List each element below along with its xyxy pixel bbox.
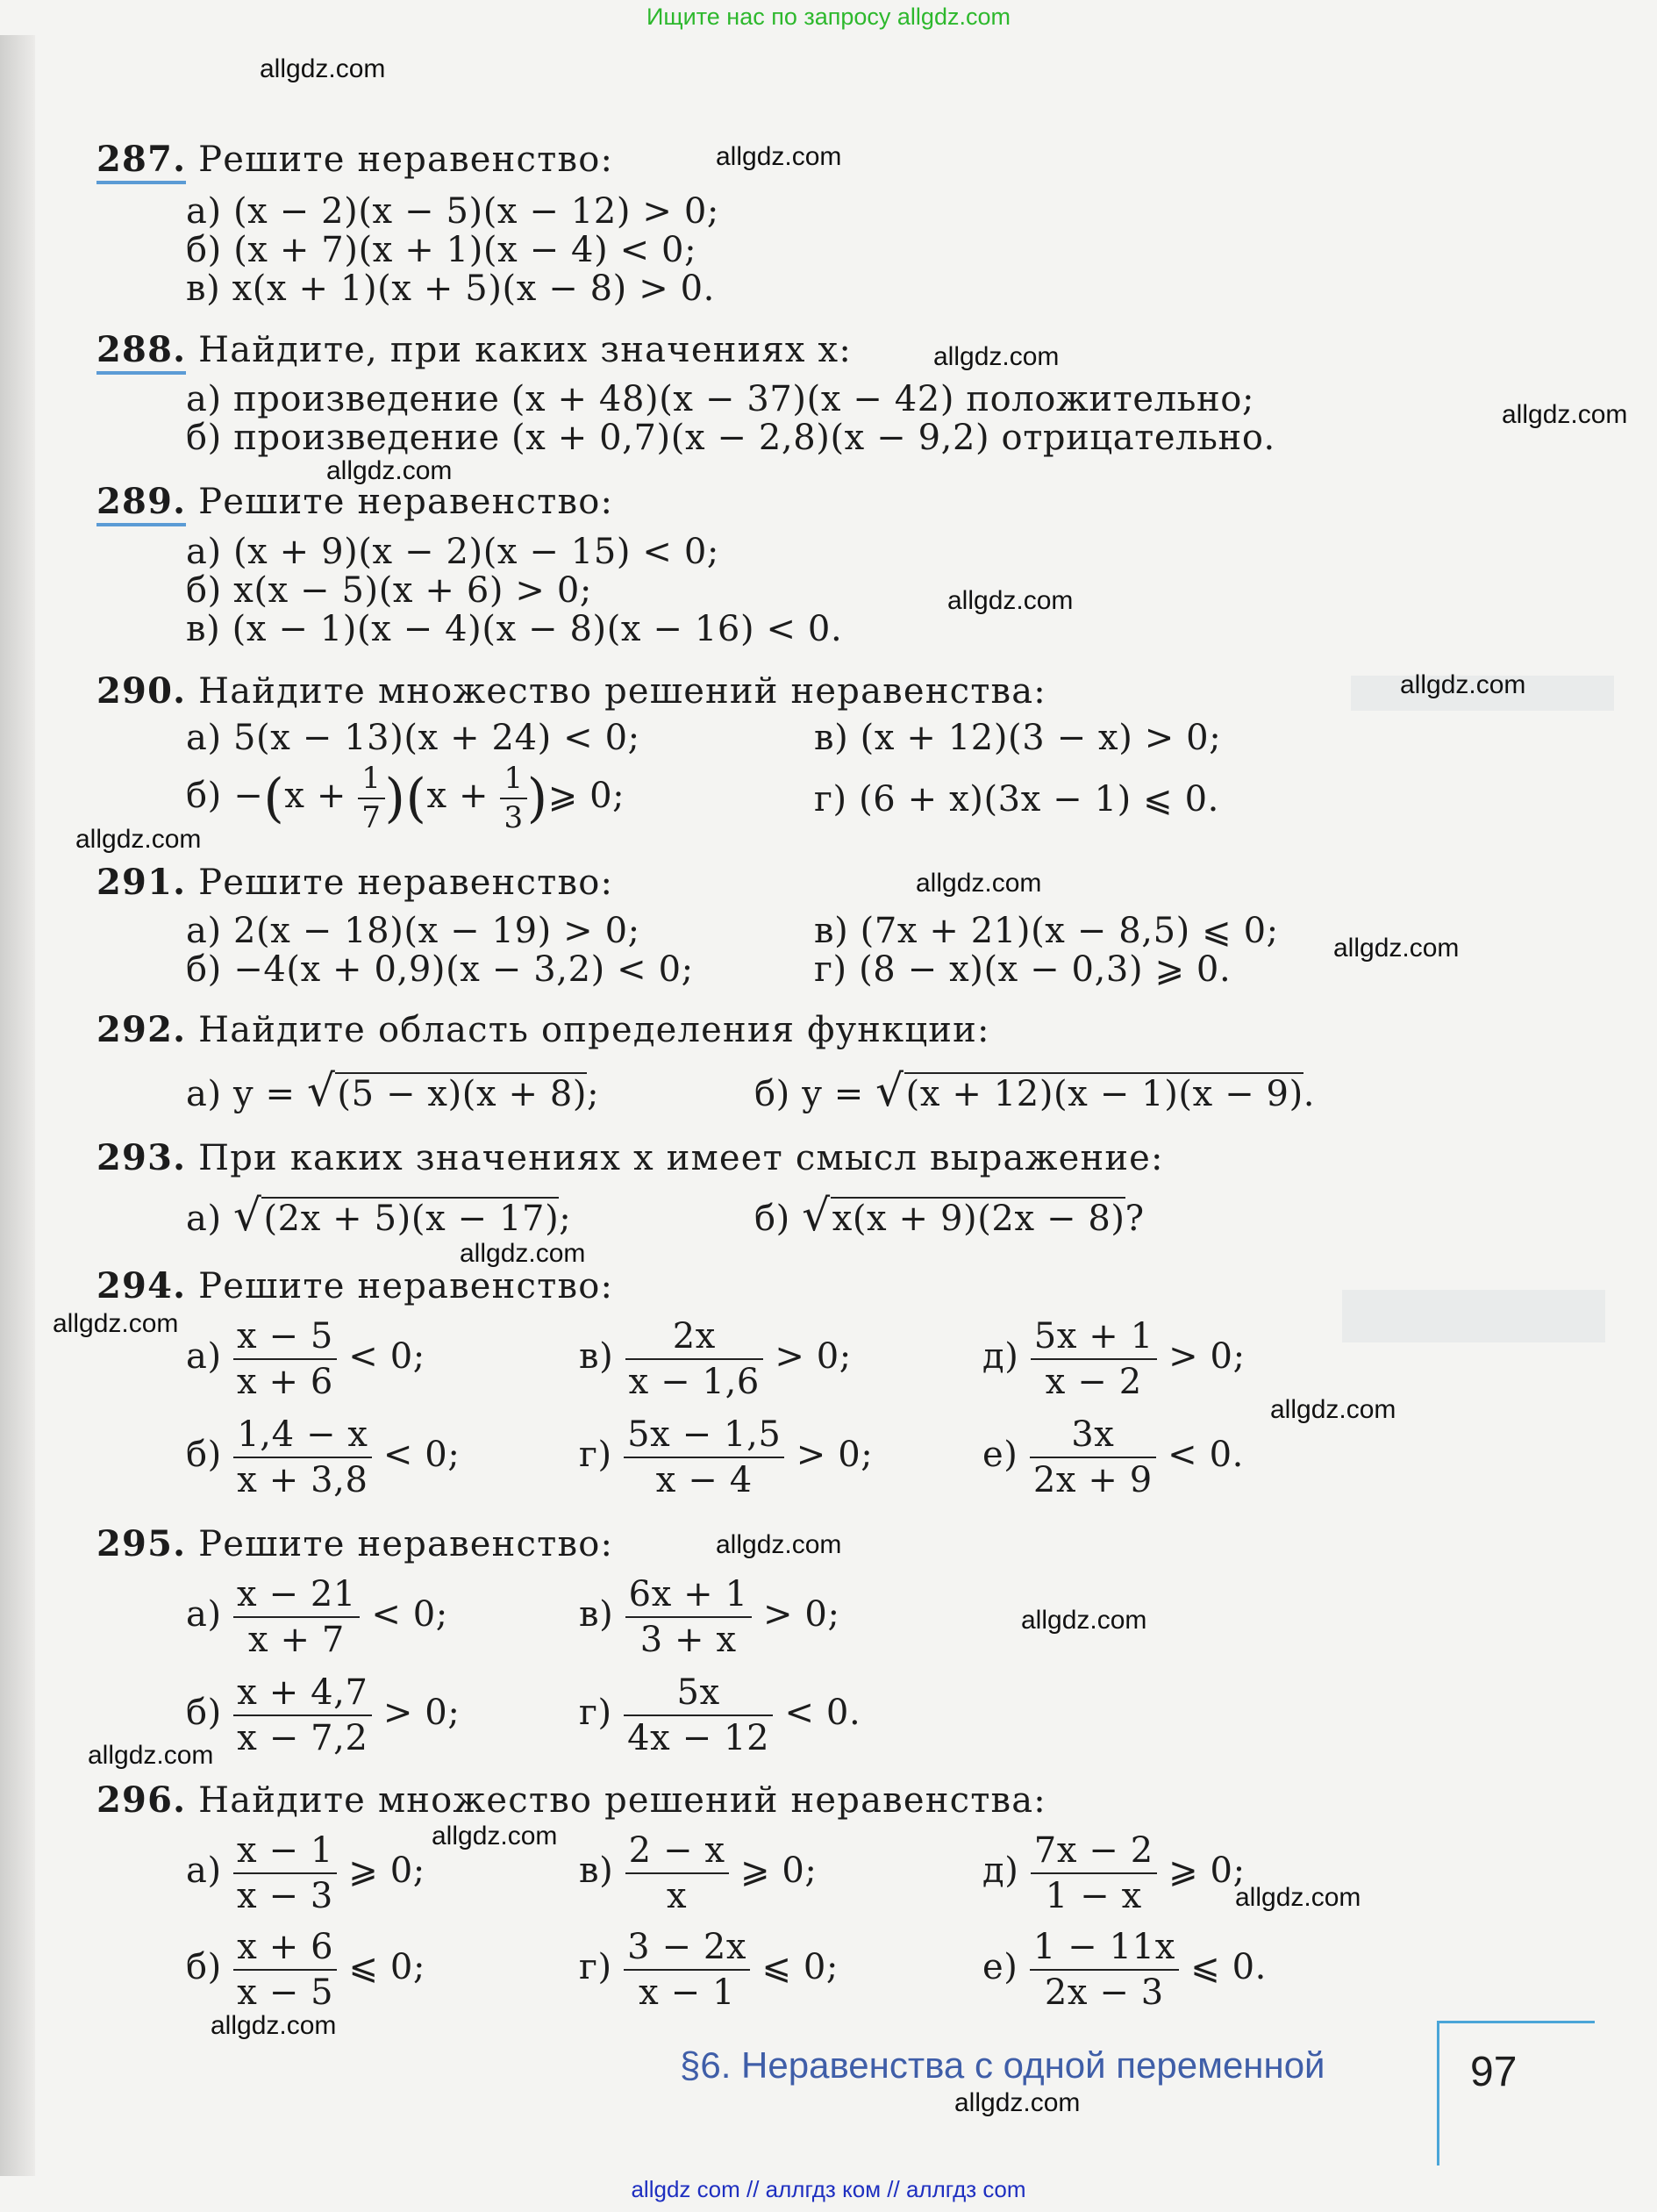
problem-295-title (96, 1523, 613, 1564)
problem-number: 291. (96, 862, 187, 903)
problem-number: 289. (96, 481, 186, 526)
item-sqrt: б) √x(x + 9)(2x − 8)? (754, 1190, 1145, 1241)
item-fraction: е) $\frac{3x}{2x + 9}$ < 0. (982, 1414, 1244, 1500)
problem-number: 293. (96, 1137, 187, 1178)
footer-divider-horizontal (1437, 2021, 1595, 2023)
problem-number: 295. (96, 1523, 187, 1564)
top-banner[interactable]: Ищите нас по запросу allgdz.com (646, 4, 1011, 30)
item: а) 5(x − 13)(x + 24) < 0; (186, 718, 640, 758)
relation: ⩾ 0; (547, 776, 625, 817)
radicand: (2x + 5)(x − 17) (263, 1199, 560, 1239)
watermark[interactable]: allgdz.com (1400, 670, 1526, 699)
item: г) (6 + x)(3x − 1) ⩽ 0. (814, 779, 1219, 820)
problem-293-title (96, 1137, 1164, 1178)
problem-task: Найдите множество решений неравенства: (198, 1780, 1046, 1821)
page-binding-shadow (0, 35, 35, 2176)
fraction: $\frac{5x + 1}{x - 2}$ (1031, 1316, 1157, 1402)
fraction: $\frac{x + 4,7}{x - 7,2}$ (233, 1672, 371, 1758)
item: а) (x + 9)(x − 2)(x − 15) < 0; (186, 532, 719, 572)
fraction: $\frac{2x}{x - 1,6}$ (625, 1316, 763, 1402)
item: а) 2(x − 18)(x − 19) > 0; (186, 911, 640, 951)
item: в) (x − 1)(x − 4)(x − 8)(x − 16) < 0. (186, 609, 843, 649)
item: а) произведение (x + 48)(x − 37)(x − 42) положительно; (186, 379, 1255, 419)
bottom-banner[interactable]: allgdz com // аллгдз ком // аллгдз com (631, 2176, 1026, 2202)
problem-task: При каких значениях x имеет смысл выражение: (198, 1138, 1164, 1178)
watermark[interactable]: allgdz.com (1502, 400, 1628, 429)
problem-number: 292. (96, 1009, 187, 1050)
item-fraction: д) $\frac{7x - 2}{1 - x}$ ⩾ 0; (982, 1830, 1246, 1916)
fraction: $\frac{2 - x}{x}$ (625, 1830, 729, 1916)
watermark[interactable]: allgdz.com (933, 342, 1060, 371)
item: в) x(x + 1)(x + 5)(x − 8) > 0. (186, 268, 715, 309)
problem-task: Решите неравенство: (198, 482, 614, 522)
problem-task: Решите неравенство: (198, 140, 614, 180)
fraction: $\frac{1}{3}$ (500, 762, 526, 835)
watermark[interactable]: allgdz.com (211, 2011, 337, 2040)
expr: x + (426, 776, 489, 817)
item-fraction: е) $\frac{1 - 11x}{2x - 3}$ ⩽ 0. (982, 1927, 1267, 2013)
fraction: $\frac{x - 21}{x + 7}$ (233, 1574, 360, 1660)
problem-number: 296. (96, 1779, 187, 1821)
problem-287-title (96, 139, 613, 180)
watermark[interactable]: allgdz.com (260, 54, 386, 83)
item-fraction-product: б) −(x + $\frac{1}{7}$ )(x + $\frac{1}{3}$ )⩾ 0; (186, 761, 625, 836)
item-fraction: а) $\frac{x - 1}{x - 3}$ ⩾ 0; (186, 1830, 425, 1916)
watermark[interactable]: allgdz.com (1021, 1606, 1147, 1635)
problem-task: Найдите, при каких значениях x: (198, 330, 852, 370)
problem-task: Решите неравенство: (198, 1524, 614, 1564)
item: б) −4(x + 0,9)(x − 3,2) < 0; (186, 949, 694, 990)
fraction: $\frac{1 - 11x}{2x - 3}$ (1030, 1927, 1179, 2013)
radicand: (x + 12)(x − 1)(x − 9) (905, 1074, 1303, 1114)
watermark[interactable]: allgdz.com (1270, 1395, 1396, 1424)
item-sqrt: а) y = √(5 − x)(x + 8); (186, 1065, 600, 1116)
item-fraction: г) $\frac{5x - 1,5}{x - 4}$ > 0; (579, 1414, 874, 1500)
watermark[interactable]: allgdz.com (716, 142, 842, 171)
watermark[interactable]: allgdz.com (954, 2088, 1081, 2117)
section-footer: §6. Неравенства с одной переменной (680, 2044, 1325, 2086)
item-sqrt: б) y = √(x + 12)(x − 1)(x − 9). (754, 1065, 1316, 1116)
fraction: $\frac{3 - 2x}{x - 1}$ (624, 1927, 750, 2013)
problem-296-title (96, 1779, 1046, 1821)
problem-task: Решите неравенство: (198, 1266, 614, 1306)
fraction: $\frac{6x + 1}{3 + x}$ (625, 1574, 752, 1660)
item-fraction: в) $\frac{2 - x}{x}$ ⩾ 0; (579, 1830, 818, 1916)
fraction: $\frac{5x - 1,5}{x - 4}$ (624, 1414, 784, 1500)
fraction: $\frac{x - 1}{x - 3}$ (233, 1830, 337, 1916)
item-fraction: б) $\frac{x + 4,7}{x - 7,2}$ > 0; (186, 1672, 461, 1758)
fraction: $\frac{7x - 2}{1 - x}$ (1031, 1830, 1157, 1916)
fraction: $\frac{5x}{4x - 12}$ (624, 1672, 773, 1758)
problem-292-title (96, 1009, 990, 1050)
watermark[interactable]: allgdz.com (716, 1530, 842, 1559)
item: г) (8 − x)(x − 0,3) ⩾ 0. (814, 949, 1232, 990)
item-fraction: б) $\frac{x + 6}{x - 5}$ ⩽ 0; (186, 1927, 426, 2013)
item: в) (x + 12)(3 − x) > 0; (814, 718, 1222, 758)
problem-number: 288. (96, 329, 186, 375)
item: а) (x − 2)(x − 5)(x − 12) > 0; (186, 191, 719, 232)
item: б) (x + 7)(x + 1)(x − 4) < 0; (186, 230, 697, 270)
problem-289-title (96, 481, 613, 522)
problem-294-title (96, 1265, 613, 1306)
page-number: 97 (1470, 2049, 1518, 2095)
item-fraction: а) $\frac{x - 21}{x + 7}$ < 0; (186, 1574, 448, 1660)
watermark[interactable]: allgdz.com (432, 1822, 558, 1850)
watermark[interactable]: allgdz.com (88, 1741, 214, 1770)
item-fraction: б) $\frac{1,4 - x}{x + 3,8}$ < 0; (186, 1414, 461, 1500)
item-fraction: в) $\frac{2x}{x - 1,6}$ > 0; (579, 1316, 852, 1402)
fraction: $\frac{1}{7}$ (358, 762, 384, 835)
watermark[interactable]: allgdz.com (75, 825, 202, 854)
item-label: б) − (186, 776, 264, 817)
item-fraction: г) $\frac{5x}{4x - 12}$ < 0. (579, 1672, 861, 1758)
problem-291-title (96, 862, 613, 903)
item-fraction: г) $\frac{3 - 2x}{x - 1}$ ⩽ 0; (579, 1927, 839, 2013)
watermark[interactable]: allgdz.com (460, 1239, 586, 1268)
watermark[interactable]: allgdz.com (916, 869, 1042, 898)
expr: x + (284, 776, 346, 817)
problem-task: Найдите область определения функции: (198, 1010, 990, 1050)
item-fraction: а) $\frac{x - 5}{x + 6}$ < 0; (186, 1316, 425, 1402)
show-through (1342, 1290, 1605, 1342)
watermark[interactable]: allgdz.com (1235, 1883, 1361, 1912)
item: б) x(x − 5)(x + 6) > 0; (186, 570, 592, 611)
item-fraction: в) $\frac{6x + 1}{3 + x}$ > 0; (579, 1574, 840, 1660)
radicand: x(x + 9)(2x − 8) (832, 1199, 1125, 1239)
watermark[interactable]: allgdz.com (53, 1309, 179, 1338)
item-sqrt: а) √(2x + 5)(x − 17); (186, 1190, 572, 1241)
watermark[interactable]: allgdz.com (947, 586, 1074, 615)
problem-288-title (96, 329, 852, 370)
problem-290-title (96, 670, 1046, 712)
item: в) (7x + 21)(x − 8,5) ⩽ 0; (814, 911, 1279, 951)
problem-task: Найдите множество решений неравенства: (198, 671, 1046, 712)
problem-number: 290. (96, 670, 187, 712)
item-fraction: д) $\frac{5x + 1}{x - 2}$ > 0; (982, 1316, 1246, 1402)
problem-task: Решите неравенство: (198, 863, 614, 903)
item: б) произведение (x + 0,7)(x − 2,8)(x − 9,2) отрицательно. (186, 418, 1275, 458)
fraction: $\frac{x - 5}{x + 6}$ (233, 1316, 337, 1402)
problem-number: 294. (96, 1265, 187, 1306)
footer-divider-vertical (1437, 2021, 1439, 2165)
fraction: $\frac{1,4 - x}{x + 3,8}$ (233, 1414, 371, 1500)
radicand: (5 − x)(x + 8) (337, 1074, 588, 1114)
problem-number: 287. (96, 139, 186, 184)
fraction: $\frac{x + 6}{x - 5}$ (233, 1927, 337, 2013)
fraction: $\frac{3x}{2x + 9}$ (1030, 1414, 1156, 1500)
watermark[interactable]: allgdz.com (326, 456, 453, 485)
watermark[interactable]: allgdz.com (1333, 934, 1460, 963)
